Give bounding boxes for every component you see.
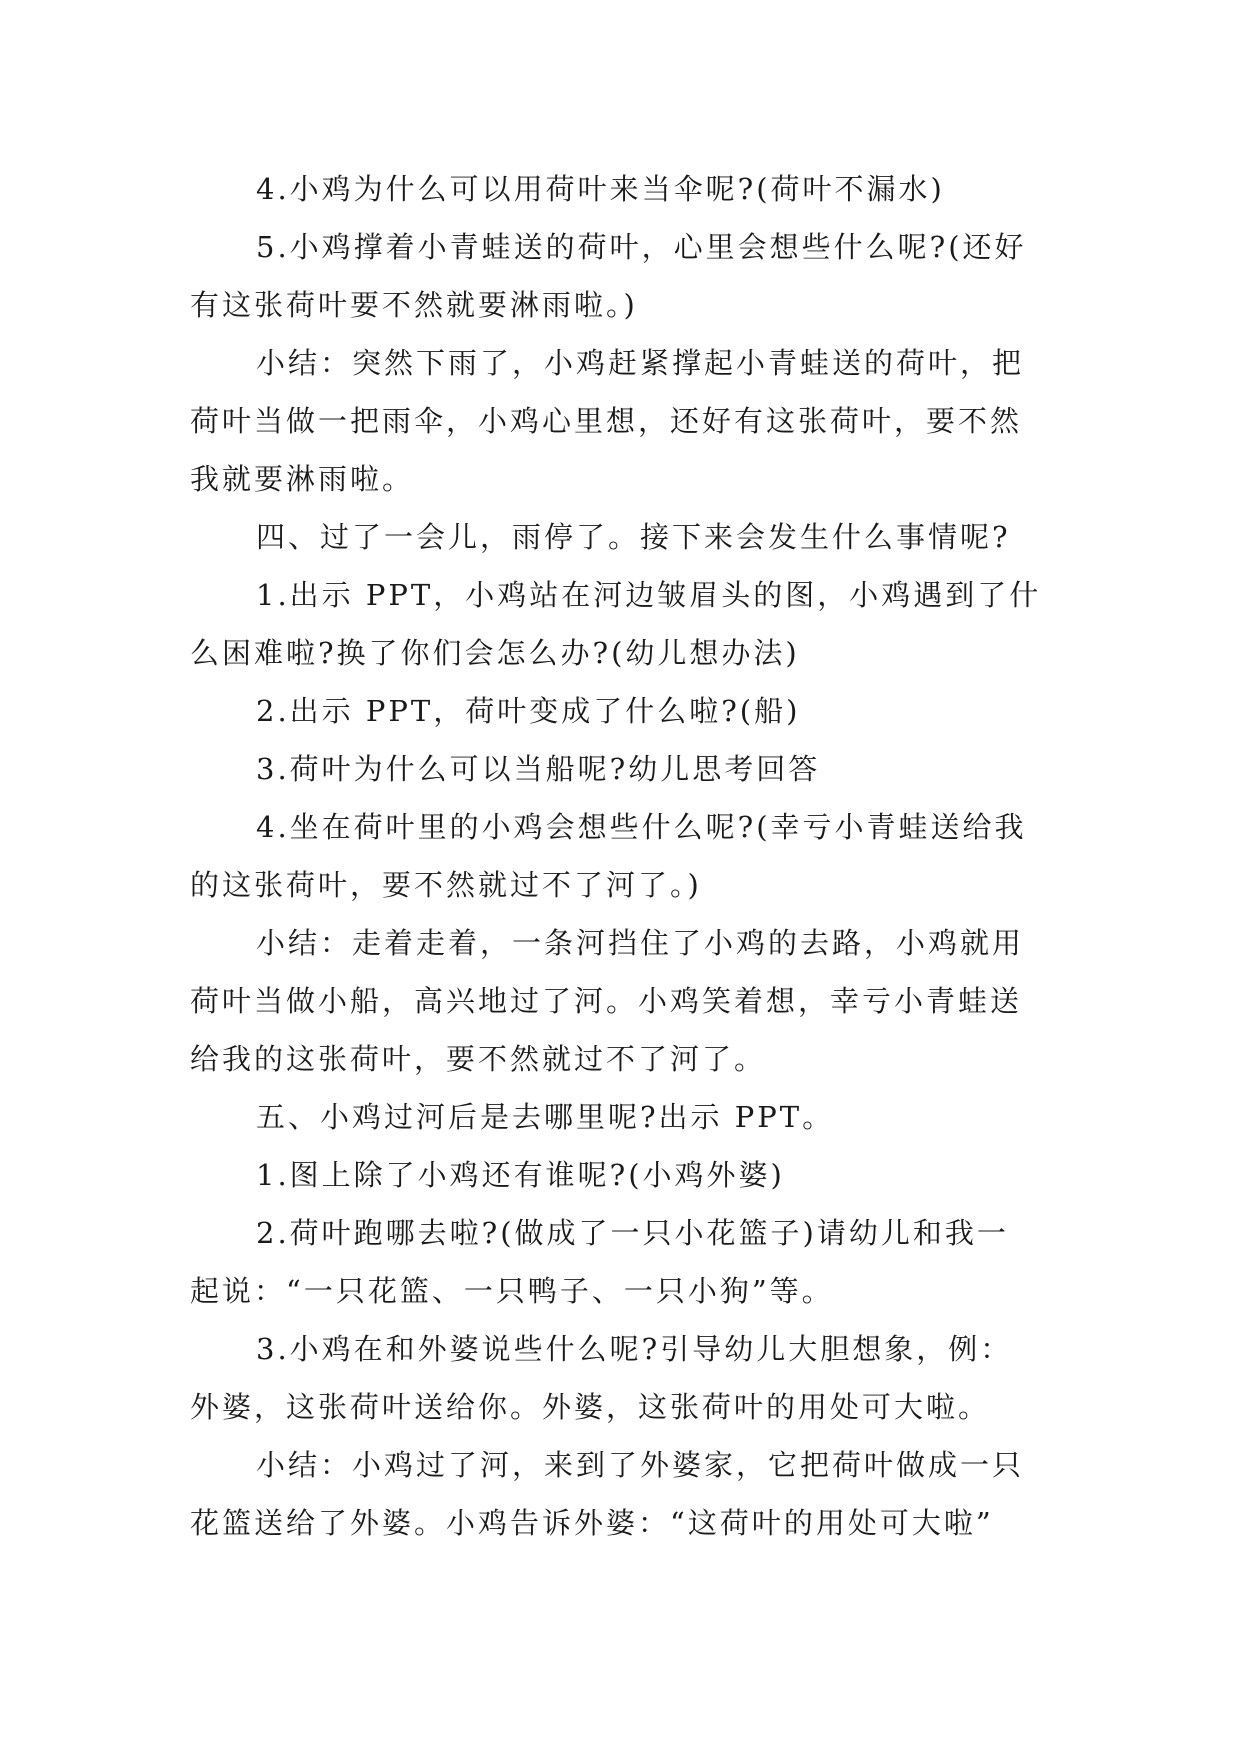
paragraph-q4-umbrella <box>190 160 1050 218</box>
paragraph-q2-basket <box>190 1204 1050 1320</box>
section-heading-four <box>190 508 1050 566</box>
text-line: 起说：“一只花篮、一只鸭子、一只小狗”等。 <box>190 1274 834 1308</box>
text-line: 给我的这张荷叶，要不然就过不了河了。 <box>190 1042 767 1076</box>
paragraph-summary-river <box>190 914 1050 1088</box>
text-line: 1.图上除了小鸡还有谁呢?(小鸡外婆) <box>256 1158 785 1192</box>
text-line: 2.出示 PPT，荷叶变成了什么啦?(船) <box>256 694 801 728</box>
document-body <box>190 160 1050 1552</box>
text-line: 3.小鸡在和外婆说些什么呢?引导幼儿大胆想象，例： <box>256 1332 1013 1366</box>
text-line: 5.小鸡撑着小青蛙送的荷叶，心里会想些什么呢?(还好 <box>256 230 1027 264</box>
paragraph-q2-boat <box>190 682 1050 740</box>
text-line: 小结：走着走着，一条河挡住了小鸡的去路，小鸡就用 <box>256 926 1025 960</box>
paragraph-q3-boat-why <box>190 740 1050 798</box>
paragraph-q1-grandma <box>190 1146 1050 1204</box>
text-line: 四、过了一会儿，雨停了。接下来会发生什么事情呢? <box>256 520 1011 554</box>
text-line: 荷叶当做小船，高兴地过了河。小鸡笑着想，幸亏小青蛙送 <box>190 984 1023 1018</box>
paragraph-summary-grandma <box>190 1436 1050 1552</box>
text-line: 4.小鸡为什么可以用荷叶来当伞呢?(荷叶不漏水) <box>256 172 945 206</box>
text-line: 么困难啦?换了你们会怎么办?(幼儿想办法) <box>190 636 800 670</box>
text-line: 五、小鸡过河后是去哪里呢?出示 PPT。 <box>256 1100 835 1134</box>
text-line: 花篮送给了外婆。小鸡告诉外婆：“这荷叶的用处可大啦” <box>190 1506 994 1540</box>
text-line: 小结：小鸡过了河，来到了外婆家，它把荷叶做成一只 <box>256 1448 1025 1482</box>
text-line: 的这张荷叶，要不然就过不了河了。) <box>190 868 702 902</box>
paragraph-q4-sitting <box>190 798 1050 914</box>
text-line: 有这张荷叶要不然就要淋雨啦。) <box>190 288 638 322</box>
text-line: 外婆，这张荷叶送给你。外婆，这张荷叶的用处可大啦。 <box>190 1390 991 1424</box>
text-line: 1.出示 PPT，小鸡站在河边皱眉头的图，小鸡遇到了什 <box>256 578 1042 612</box>
paragraph-q1-river <box>190 566 1050 682</box>
paragraph-summary-rain <box>190 334 1050 508</box>
paragraph-q3-talk <box>190 1320 1050 1436</box>
text-line: 2.荷叶跑哪去啦?(做成了一只小花篮子)请幼儿和我一 <box>256 1216 1009 1250</box>
text-line: 小结：突然下雨了，小鸡赶紧撑起小青蛙送的荷叶，把 <box>256 346 1025 380</box>
text-line: 荷叶当做一把雨伞，小鸡心里想，还好有这张荷叶，要不然 <box>190 404 1023 438</box>
text-line: 我就要淋雨啦。 <box>190 462 415 496</box>
section-heading-five <box>190 1088 1050 1146</box>
text-line: 4.坐在荷叶里的小鸡会想些什么呢?(幸亏小青蛙送给我 <box>256 810 1027 844</box>
paragraph-q5-thoughts <box>190 218 1050 334</box>
text-line: 3.荷叶为什么可以当船呢?幼儿思考回答 <box>256 752 821 786</box>
